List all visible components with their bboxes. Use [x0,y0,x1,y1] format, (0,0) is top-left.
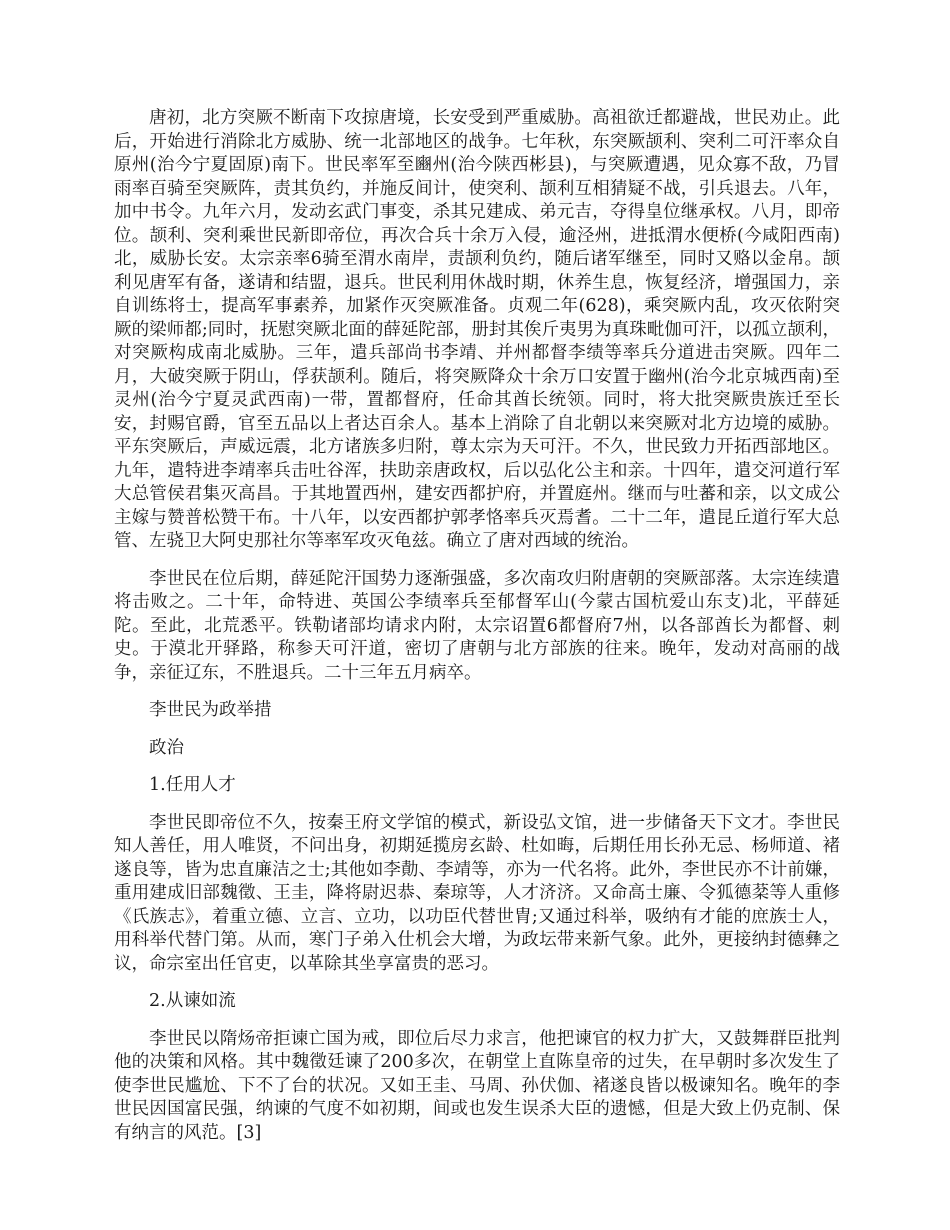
document-page [114,107,840,1159]
subheading-talent: 1.任用人才 [149,775,236,795]
paragraph-talent: 李世民即帝位不久，按秦王府文学馆的模式，新设弘文馆，进一步储备天下文才。李世民知人善任，用人唯贤，不问出身，初期延揽房玄龄、杜如晦，后期任用长孙无忌、杨师道、褚遂良等，皆为忠直廉洁之士;其他如李勣、李靖等，亦为一代名将。此外，李世民亦不计前嫌，重用建成旧部魏徵、王圭，降将尉迟恭、秦琼等，人才济济。又命高士廉、令狐德棻等人重修《氏族志》，着重立德、立言、立功，以功臣代替世胄;又通过科举，吸纳有才能的庶族士人，用科举代替门第。从而，寒门子弟入仕机会大增，为政坛带来新气象。此外，更接纳封德彝之议，命宗室出任官吏，以革除其坐享富贵的恶习。 [114,812,840,974]
paragraph-northern-campaigns: 唐初，北方突厥不断南下攻掠唐境，长安受到严重威胁。高祖欲迁都避战，世民劝止。此后，开始进行消除北方威胁、统一北部地区的战争。七年秋，东突厥颉利、突利二可汗率众自原州(治今宁夏固原)南下。世民率军至豳州(治今陕西彬县)，与突厥遭遇，见众寡不敌，乃冒雨率百骑至突厥阵，责其负约，并施反间计，使突利、颉利互相猜疑不战，引兵退去。八年，加中书令。九年六月，发动玄武门事变，杀其兄建成、弟元吉，夺得皇位继承权。八月，即帝位。颉利、突利乘世民新即帝位，再次合兵十余万入侵，逾泾州，进抵渭水便桥(今咸阳西南)北，威胁长安。太宗亲率6骑至渭水南岸，责颉利负约，随后诸军继至，同时又赂以金帛。颉利见唐军有备，遂请和结盟，退兵。世民利用休战时期，休养生息，恢复经济，增强国力，亲自训练将士，提高军事素养，加紧作灭突厥准备。贞观二年(628)，乘突厥内乱，攻灭依附突厥的梁师都;同时，抚慰突厥北面的薛延陀部，册封其俟斤夷男为真珠毗伽可汗，以孤立颉利，对突厥构成南北威胁。三年，遣兵部尚书李靖、并州都督李绩等率兵分道进击突厥。四年二月，大破突厥于阴山，俘获颉利。随后，将突厥降众十余万口安置于幽州(治今北京城西南)至灵州(治今宁夏灵武西南)一带，置都督府，任命其酋长统领。同时，将大批突厥贵族迁至长安，封赐官爵，官至五品以上者达百余人。基本上消除了自北朝以来突厥对北方边境的威胁。平东突厥后，声威远震，北方诸族多归附，尊太宗为天可汗。不久，世民致力开拓西部地区。九年，遣特进李靖率兵击吐谷浑，扶助亲唐政权，后以弘化公主和亲。十四年，遣交河道行军大总管侯君集灭高昌。于其地置西州，建安西都护府，并置庭州。继而与吐蕃和亲，以文成公主嫁与赞普松赞干布。十八年，以安西都护郭孝恪率兵灭焉耆。二十二年，遣昆丘道行军大总管、左骁卫大阿史那社尔等率军攻灭龟兹。确立了唐对西域的统治。 [114,108,840,551]
paragraph-later-reign: 李世民在位后期，薛延陀汗国势力逐渐强盛，多次南攻归附唐朝的突厥部落。太宗连续遣将击败之。二十年，命特进、英国公李绩率兵至郁督军山(今蒙古国杭爱山东支)北，平薛延陀。至此，北荒悉平。铁勒诸部均请求内附，太宗诏置6都督府7州，以各部酋长为都督、刺史。于漠北开驿路，称参天可汗道，密切了唐朝与北方部族的往来。晚年，发动对高丽的战争，亲征辽东，不胜退兵。二十三年五月病卒。 [114,568,840,683]
heading-policies: 李世民为政举措 [149,700,272,720]
heading-politics: 政治 [149,737,184,758]
subheading-advice: 2.从谏如流 [149,991,236,1011]
paragraph-advice: 李世民以隋炀帝拒谏亡国为戒，即位后尽力求言，他把谏官的权力扩大，又鼓舞群臣批判他的决策和风格。其中魏徵廷谏了200多次，在朝堂上直陈皇帝的过失，在早朝时多次发生了使李世民尴尬、下不了台的状况。又如王圭、马周、孙伏伽、褚遂良皆以极谏知名。晚年的李世民因国富民强，纳谏的气度不如初期，间或也发生误杀大臣的遗憾，但是大致上仍克制、保有纳言的风范。[3] [114,1028,840,1143]
